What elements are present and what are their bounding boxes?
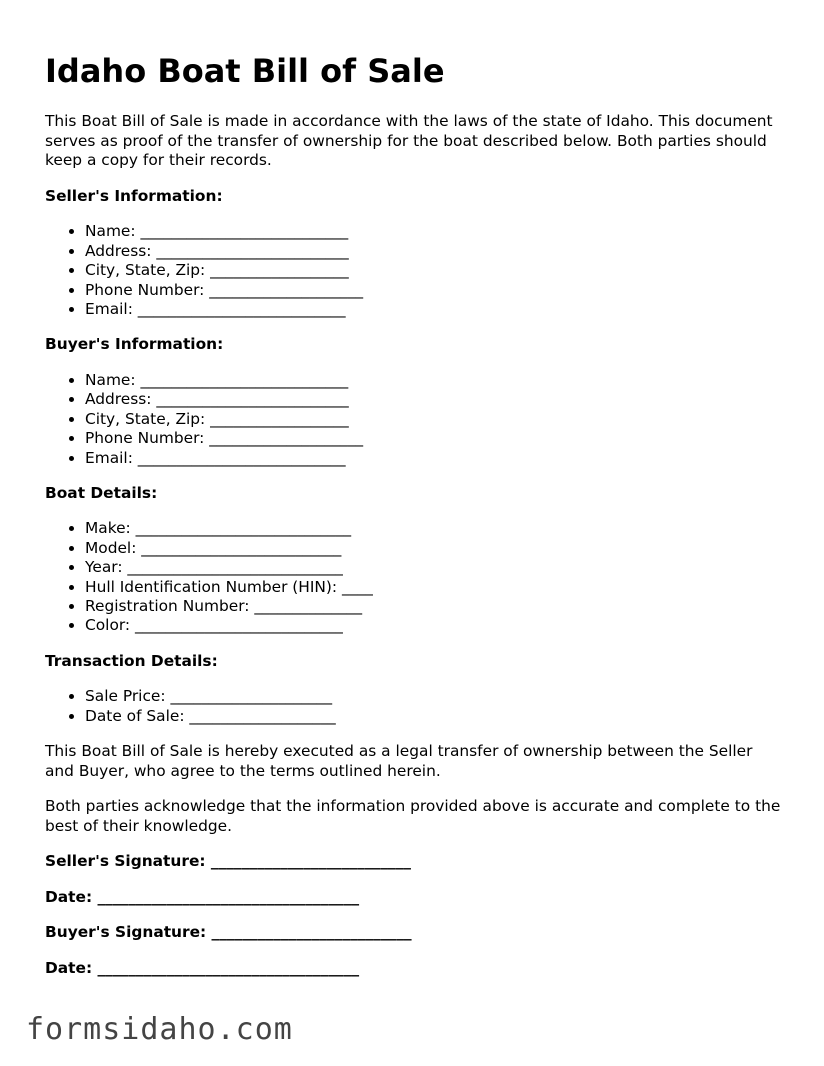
boat-registration-field: • Registration Number: ______________ (85, 597, 785, 616)
boat-color-field: • Color: ___________________________ (85, 616, 785, 635)
buyer-email-field: • Email: ___________________________ (85, 449, 785, 468)
buyer-name-field: • Name: ___________________________ (85, 371, 785, 390)
seller-name-field: • Name: ___________________________ (85, 222, 785, 241)
buyer-phone-field: • Phone Number: ____________________ (85, 429, 785, 448)
boat-heading: Boat Details: (45, 483, 158, 502)
transaction-heading: Transaction Details: (45, 651, 218, 670)
buyer-city-field: • City, State, Zip: __________________ (85, 410, 785, 429)
transaction-list (45, 687, 785, 726)
buyer-signature-line: Buyer's Signature: __________________________ (45, 923, 412, 942)
seller-list (45, 222, 785, 319)
boat-year-field: • Year: ____________________________ (85, 558, 785, 577)
buyer-address-field: • Address: _________________________ (85, 390, 785, 409)
document-title: Idaho Boat Bill of Sale (45, 52, 445, 90)
seller-heading: Seller's Information: (45, 186, 223, 205)
seller-city-field: • City, State, Zip: __________________ (85, 261, 785, 280)
seller-date-line: Date: __________________________________ (45, 887, 360, 906)
boat-hin-field: • Hull Identification Number (HIN): ____ (85, 578, 785, 597)
buyer-heading: Buyer's Information: (45, 335, 224, 354)
seller-phone-field: • Phone Number: ____________________ (85, 281, 785, 300)
seller-address-field: • Address: _________________________ (85, 242, 785, 261)
seller-email-field: • Email: ___________________________ (85, 300, 785, 319)
document-page (45, 52, 785, 994)
seller-signature-line: Seller's Signature: __________________________ (45, 852, 411, 871)
boat-list (45, 519, 785, 635)
intro-paragraph: This Boat Bill of Sale is made in accordance with the laws of the state of Idaho. This document serves as proof of the transfer of ownership for the boat described below. Both parties should keep a copy for their records. (45, 112, 773, 170)
execution-paragraph: This Boat Bill of Sale is hereby executed as a legal transfer of ownership between the Seller and Buyer, who agree to the terms outlined herein. (45, 742, 753, 780)
boat-make-field: • Make: ____________________________ (85, 519, 785, 538)
buyer-date-line: Date: __________________________________ (45, 958, 360, 977)
sale-price-field: • Sale Price: _____________________ (85, 687, 785, 706)
buyer-list (45, 371, 785, 468)
sale-date-field: • Date of Sale: ___________________ (85, 707, 785, 726)
boat-model-field: • Model: __________________________ (85, 539, 785, 558)
footer-watermark: formsidaho.com (26, 1012, 293, 1047)
acknowledgment-paragraph: Both parties acknowledge that the information provided above is accurate and complete to the best of their knowledge. (45, 797, 781, 835)
